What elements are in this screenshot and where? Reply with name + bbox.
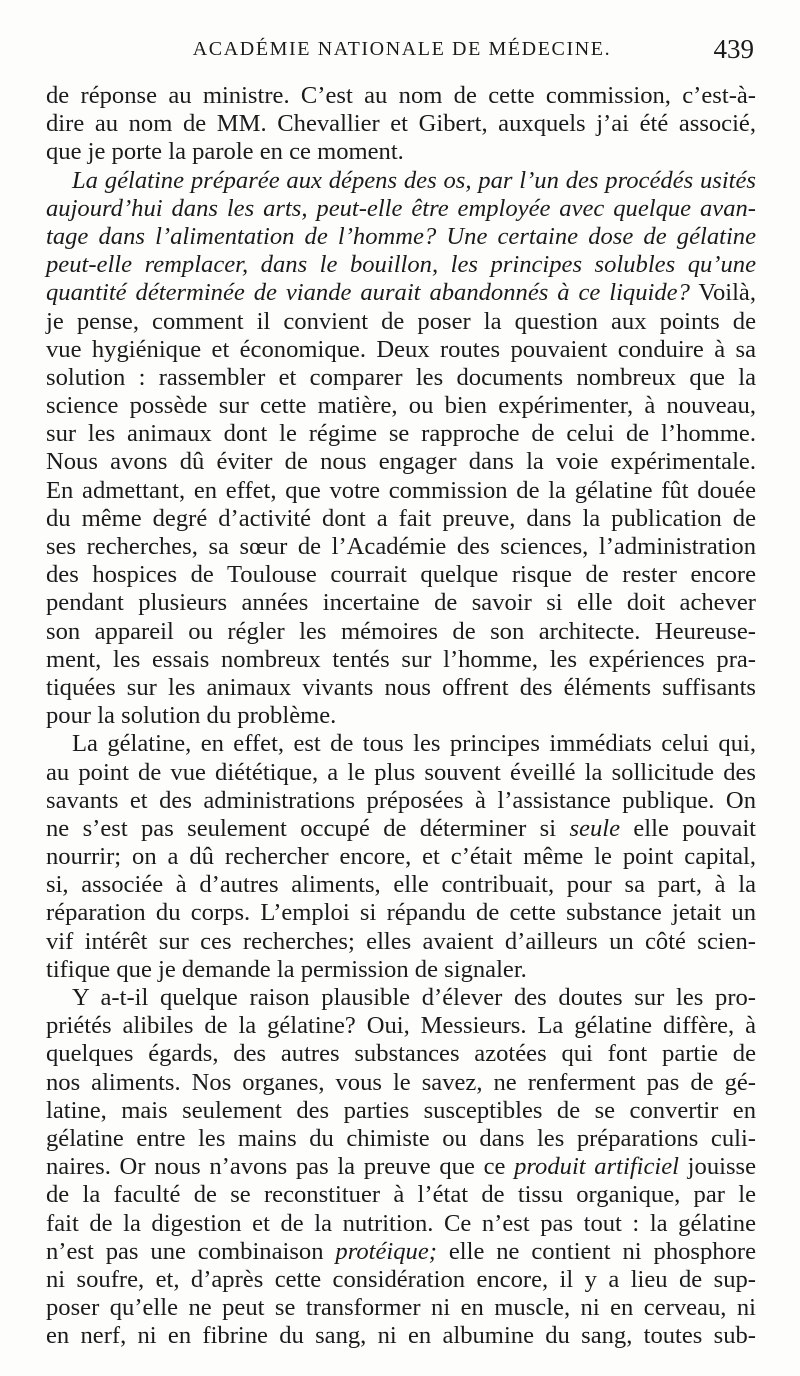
text-line: ses recherches, sa sœur de l’Académie des sciences, l’administration	[46, 533, 756, 560]
text-line: tiquées sur les animaux vivants nous offrent des éléments suffisants	[46, 673, 756, 701]
text-line: Y a-t-il quelque raison plausible d’élever des doutes sur les pro-	[72, 984, 756, 1011]
text-line: ni soufre, et, d’après cette considération encore, il y a lieu de sup-	[46, 1265, 756, 1293]
text-line: sur les animaux dont le régime se rapproche de celui de l’homme.	[46, 420, 756, 448]
text-line: si, associée à d’autres aliments, elle contribuait, pour sa part, à la	[46, 871, 756, 899]
text-line: que je porte la parole en ce moment.	[46, 138, 404, 166]
text-line: quelques égards, des autres substances azotées qui font partie de	[46, 1040, 756, 1068]
text-line: nourrir; on a dû rechercher encore, et c’était même le point capital,	[46, 843, 756, 871]
text-line: tage dans l’alimentation de l’homme? Une certaine dose de gélatine	[46, 222, 756, 250]
plain-span: elle pouvait	[620, 814, 756, 842]
text-line: La gélatine, en effet, est de tous les principes immédiats celui qui,	[72, 730, 756, 758]
plain-span: jouisse	[679, 1153, 757, 1181]
text-line: En admettant, en effet, que votre commission de la gélatine fût douée	[46, 476, 756, 504]
italic-span: quantité déterminée de viande aurait abandonnés à ce liquide?	[46, 279, 690, 307]
text-line: je pense, comment il convient de poser la question aux points de	[46, 307, 756, 335]
text-line: pour la solution du problème.	[46, 702, 337, 730]
text-line	[46, 815, 756, 843]
plain-span: naires. Or nous n’avons pas la preuve que ce	[46, 1153, 515, 1181]
text-line: de la faculté de se reconstituer à l’état de tissu organique, par le	[46, 1181, 756, 1209]
text-line: réparation du corps. L’emploi si répandu de cette substance jetait un	[46, 899, 756, 927]
text-line: au point de vue diététique, a le plus souvent éveillé la sollicitude des	[46, 758, 756, 786]
text-line: latine, mais seulement des parties susceptibles de se convertir en	[46, 1096, 756, 1124]
text-line: du même degré d’activité dont a fait preuve, dans la publication de	[46, 504, 756, 532]
text-line: fait de la digestion et de la nutrition. Ce n’est pas tout : la gélatine	[46, 1209, 756, 1237]
text-line: priétés alibiles de la gélatine? Oui, Messieurs. La gélatine diffère, à	[46, 1012, 756, 1040]
text-line: dire au nom de MM. Chevallier et Gibert, auxquels j’ai été associé,	[46, 110, 756, 138]
text-line: poser qu’elle ne peut se transformer ni en muscle, ni en cerveau, ni	[46, 1294, 756, 1322]
text-line: Nous avons dû éviter de nous engager dans la voie expérimentale.	[46, 448, 756, 476]
text-line: La gélatine préparée aux dépens des os, par l’un des procédés usités	[72, 166, 756, 194]
body-text	[46, 82, 756, 1350]
page-header	[46, 34, 758, 74]
italic-span: seule	[569, 814, 620, 842]
text-line: nos aliments. Nos organes, vous le savez, ne renferment pas de gé-	[46, 1068, 756, 1096]
text-line	[46, 1238, 756, 1266]
text-line: peut-elle remplacer, dans le bouillon, les principes solubles qu’une	[46, 251, 756, 279]
plain-span: elle ne contient ni phosphore	[436, 1237, 756, 1265]
text-line	[46, 1153, 756, 1181]
text-line: tifique que je demande la permission de signaler.	[46, 955, 527, 983]
italic-span: protéique;	[335, 1237, 437, 1265]
text-line: savants et des administrations préposées à l’assistance publique. On	[46, 786, 756, 814]
text-line: vue hygiénique et économique. Deux routes pouvaient conduire à sa	[46, 335, 756, 363]
text-line: solution : rassembler et comparer les documents nombreux que la	[46, 363, 756, 391]
text-line: pendant plusieurs années incertaine de savoir si elle doit achever	[46, 589, 756, 617]
italic-span: produit artificiel	[514, 1153, 679, 1181]
text-line: vif intérêt sur ces recherches; elles avaient d’ailleurs un côté scien-	[46, 927, 756, 955]
plain-span: ne s’est pas seulement occupé de déterminer si	[46, 814, 570, 842]
text-line: aujourd’hui dans les arts, peut-elle être employée avec quelque avan-	[46, 194, 756, 222]
text-line: science possède sur cette matière, ou bien expérimenter, à nouveau,	[46, 392, 756, 420]
text-line	[46, 279, 756, 307]
text-line: des hospices de Toulouse courrait quelque risque de rester encore	[46, 561, 756, 589]
plain-span: Voilà,	[689, 279, 756, 307]
text-line: en nerf, ni en fibrine du sang, ni en albumine du sang, toutes sub-	[46, 1322, 756, 1350]
text-line: gélatine entre les mains du chimiste ou dans les préparations culi-	[46, 1124, 756, 1152]
page-number: 439	[713, 34, 754, 64]
text-line: ment, les essais nombreux tentés sur l’homme, les expériences pra-	[46, 645, 756, 673]
plain-span: n’est pas une combinaison	[46, 1237, 336, 1265]
running-head: ACADÉMIE NATIONALE DE MÉDECINE.	[192, 38, 612, 60]
text-line: de réponse au ministre. C’est au nom de cette commission, c’est-à-	[46, 82, 756, 109]
text-line: son appareil ou régler les mémoires de son architecte. Heureuse-	[46, 617, 756, 645]
